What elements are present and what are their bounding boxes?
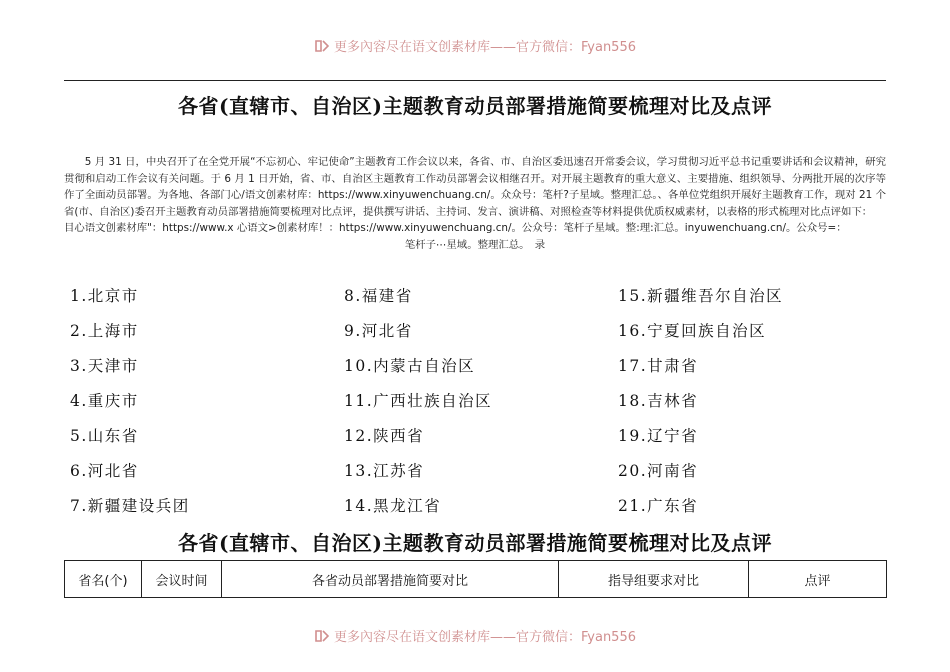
column-header-measures: 各省动员部署措施简要对比	[222, 561, 559, 598]
watermark-logo-icon	[314, 629, 330, 643]
page-title: 各省(直辖市、自治区)主题教育动员部署措施简要梳理对比及点评	[178, 94, 772, 118]
column-header-guidance: 指导组要求对比	[559, 561, 749, 598]
province-item[interactable]: 12.陕西省	[344, 427, 425, 445]
province-item[interactable]: 14.黑龙江省	[344, 497, 442, 515]
province-item[interactable]: 7.新疆建设兵团	[70, 497, 190, 515]
watermark-text: 更多內容尽在语文创素材库——官方微信：Fyan556	[334, 630, 636, 645]
province-item[interactable]: 20.河南省	[618, 462, 699, 480]
province-item[interactable]: 19.辽宁省	[618, 427, 699, 445]
header-rule	[64, 80, 886, 81]
province-item[interactable]: 2.上海市	[70, 322, 139, 340]
province-item[interactable]: 4.重庆市	[70, 392, 139, 410]
intro-paragraph-3: 笔杆子⋯星域。整理汇总。 录	[404, 238, 546, 251]
province-item[interactable]: 10.内蒙古自治区	[344, 357, 476, 375]
column-header-meeting-time: 会议时间	[142, 561, 222, 598]
province-item[interactable]: 1.北京市	[70, 287, 139, 305]
watermark-logo-icon	[314, 39, 330, 53]
table-title: 各省(直辖市、自治区)主题教育动员部署措施简要梳理对比及点评	[178, 531, 772, 555]
province-item[interactable]: 3.天津市	[70, 357, 139, 375]
column-header-province: 省名(个)	[65, 561, 142, 598]
intro-text	[64, 154, 886, 253]
province-item[interactable]: 15.新疆维吾尔自治区	[618, 287, 784, 305]
intro-paragraph-2: 目心语文创素材库"：https://www.x 心语文>创素材库！：https://www.xinyuwenchuang.cn/。公众号：笔杆子星域。整:理:汇总。inyuwenchuang.cn/。公众号=：	[64, 222, 847, 234]
province-list	[70, 283, 890, 528]
province-item[interactable]: 16.宁夏回族自治区	[618, 322, 767, 340]
province-item[interactable]: 11.广西壮族自治区	[344, 392, 493, 410]
watermark-top	[0, 36, 950, 55]
province-item[interactable]: 6.河北省	[70, 462, 139, 480]
province-item[interactable]: 21.广东省	[618, 497, 699, 515]
watermark-text: 更多內容尽在语文创素材库——官方微信：Fyan556	[334, 40, 636, 55]
column-header-comment: 点评	[749, 561, 887, 598]
intro-paragraph-1: 5 月 31 日，中央召开了在全党开展“不忘初心、牢记使命”主题教育工作会议以来，各省、市、自治区委迅速召开常委会议，学习贯彻习近平总书记重要讲话和会议精神，研究贯彻和启动工作会议有关问题。于 6 月 1 日开始，省、市、自治区主题教育工作动员部署会议相继召开。对开展主题教育的重大意义、主要措施、组织领导、分两批开展的次序等作了全面动员部署。为各地、各部门心/语文创素材库：https://www.xinyuwenchuang.cn/。众众号：笔杆?子星域。整理汇总。、各单位党组织开展好主题教育工作，现对 21 个省(市、自治区)委召开主题教育动员部署措施简要梳理对比点评，提供撰写讲话、主持词、发言、演讲稿、对照检查等材料提供优质权威素材，以表格的形式梳理对比点评如下：	[64, 156, 886, 218]
watermark-bottom	[0, 626, 950, 645]
comparison-table	[64, 560, 887, 598]
province-item[interactable]: 18.吉林省	[618, 392, 699, 410]
province-item[interactable]: 5.山东省	[70, 427, 139, 445]
province-item[interactable]: 8.福建省	[344, 287, 413, 305]
table-header-row	[65, 561, 887, 598]
province-item[interactable]: 13.江苏省	[344, 462, 425, 480]
province-item[interactable]: 17.甘肃省	[618, 357, 699, 375]
province-item[interactable]: 9.河北省	[344, 322, 413, 340]
